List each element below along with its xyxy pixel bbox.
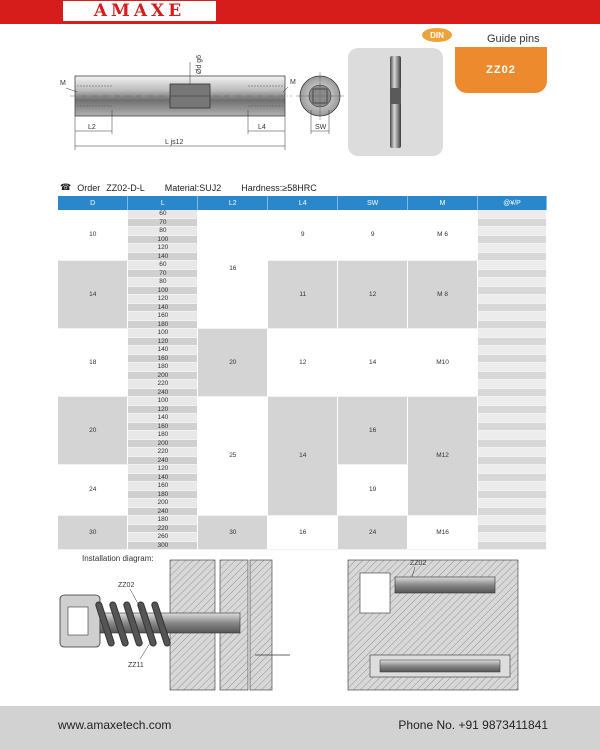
l4-dim-label: L4 (258, 124, 266, 131)
cell-m: M 8 (408, 261, 478, 329)
cell-sw: 12 (338, 261, 408, 329)
cell-sw: 14 (338, 329, 408, 397)
header-l4: L4 (268, 196, 338, 210)
cell-price (478, 278, 547, 287)
cell-l: 60 (128, 261, 198, 270)
cell-l4: 14 (268, 397, 338, 516)
cell-l: 180 (128, 516, 198, 525)
cell-price (478, 252, 547, 261)
cell-price (478, 354, 547, 363)
brand-logo-text: AMAXE (93, 1, 186, 21)
cell-price (478, 405, 547, 414)
cell-m: M10 (408, 329, 478, 397)
product-photo (348, 48, 443, 156)
cell-price (478, 431, 547, 440)
product-title: Guide pins (487, 33, 540, 45)
cell-l: 60 (128, 210, 198, 218)
din-badge: DIN (422, 28, 452, 42)
install-left-part-label: ZZ02 (118, 582, 135, 589)
header-m: M (408, 196, 478, 210)
cell-l: 80 (128, 278, 198, 287)
cell-l: 180 (128, 490, 198, 499)
cell-price (478, 312, 547, 321)
cell-price (478, 218, 547, 227)
cell-l: 140 (128, 252, 198, 261)
cell-l: 160 (128, 312, 198, 321)
header-l2: L2 (198, 196, 268, 210)
cell-price (478, 337, 547, 346)
cell-l: 100 (128, 286, 198, 295)
cell-d: 20 (58, 397, 128, 465)
cell-l: 120 (128, 295, 198, 304)
table-row (58, 397, 547, 406)
cell-price (478, 235, 547, 244)
cell-price (478, 320, 547, 329)
order-code: ZZ02-D-L (106, 182, 145, 193)
cell-sw: 16 (338, 397, 408, 465)
cell-price (478, 286, 547, 295)
cell-l2: 16 (198, 210, 268, 329)
cell-l: 240 (128, 507, 198, 516)
cell-price (478, 414, 547, 423)
cell-l: 160 (128, 354, 198, 363)
table-row (58, 261, 547, 270)
cell-price (478, 269, 547, 278)
cell-price (478, 388, 547, 397)
cell-l: 220 (128, 448, 198, 457)
cell-price (478, 329, 547, 338)
cell-l: 200 (128, 439, 198, 448)
guide-pin-drawing (0, 0, 600, 175)
cell-l: 180 (128, 363, 198, 372)
header-price: @¥/P (478, 196, 547, 210)
cell-l: 80 (128, 227, 198, 236)
cell-l: 140 (128, 414, 198, 423)
cell-l: 200 (128, 499, 198, 508)
cell-l: 160 (128, 482, 198, 491)
installation-diagrams (0, 555, 600, 705)
cell-d: 14 (58, 261, 128, 329)
cell-l4: 11 (268, 261, 338, 329)
cell-l: 120 (128, 405, 198, 414)
header-l: L (128, 196, 198, 210)
footer-phone[interactable]: Phone No. +91 9873411841 (398, 718, 548, 732)
cell-l: 300 (128, 541, 198, 550)
spec-table (58, 196, 547, 550)
install-diagram-left (60, 560, 290, 690)
cell-price (478, 533, 547, 542)
installation-label: Installation diagram: (82, 554, 154, 563)
cell-l: 240 (128, 456, 198, 465)
cell-l: 100 (128, 397, 198, 406)
cell-l2: 30 (198, 516, 268, 550)
cell-l4: 12 (268, 329, 338, 397)
cell-d: 18 (58, 329, 128, 397)
cell-price (478, 346, 547, 355)
cell-l: 120 (128, 465, 198, 474)
order-label: Order (77, 182, 101, 193)
cell-l: 70 (128, 269, 198, 278)
cell-price (478, 516, 547, 525)
install-spring-part-label: ZZ11 (128, 662, 144, 669)
cell-price (478, 439, 547, 448)
cell-price (478, 210, 547, 218)
cell-price (478, 499, 547, 508)
cell-price (478, 507, 547, 516)
cell-l: 100 (128, 329, 198, 338)
table-row (58, 210, 547, 218)
cell-price (478, 397, 547, 406)
cell-l: 120 (128, 337, 198, 346)
cell-l: 140 (128, 303, 198, 312)
install-right-part-label: ZZ02 (410, 560, 427, 567)
table-row (58, 516, 547, 525)
header-sw: SW (338, 196, 408, 210)
cell-price (478, 456, 547, 465)
cell-l: 140 (128, 473, 198, 482)
cell-price (478, 227, 547, 236)
cell-d: 30 (58, 516, 128, 550)
spec-table-header (58, 196, 547, 210)
cell-price (478, 422, 547, 431)
cell-price (478, 244, 547, 253)
pin-end-view (296, 72, 344, 134)
cell-l2: 25 (198, 397, 268, 516)
cell-price (478, 482, 547, 491)
cell-price (478, 363, 547, 372)
cell-price (478, 473, 547, 482)
cell-m: M16 (408, 516, 478, 550)
cell-l: 220 (128, 380, 198, 389)
phone-icon: ☎ (60, 182, 72, 192)
cell-l: 260 (128, 533, 198, 542)
cell-l2: 20 (198, 329, 268, 397)
cell-price (478, 490, 547, 499)
cell-price (478, 261, 547, 270)
cell-l: 240 (128, 388, 198, 397)
spec-table-body (58, 210, 547, 550)
cell-price (478, 541, 547, 550)
cell-l: 160 (128, 422, 198, 431)
cell-d: 24 (58, 465, 128, 516)
footer-website[interactable]: www.amaxetech.com (58, 718, 172, 732)
cell-l: 100 (128, 235, 198, 244)
cell-l: 70 (128, 218, 198, 227)
l2-dim-label: L2 (88, 124, 96, 131)
cell-l: 180 (128, 431, 198, 440)
thread-label-right: M (290, 79, 296, 86)
cell-l: 180 (128, 320, 198, 329)
diameter-label: Ød g6 (196, 54, 203, 74)
guide-pin-photo (348, 48, 443, 156)
cell-m: M 6 (408, 210, 478, 261)
cell-price (478, 448, 547, 457)
cell-price (478, 295, 547, 304)
hardness-spec: Hardness:≥58HRC (241, 182, 317, 193)
order-info-line (60, 182, 317, 193)
cell-l: 220 (128, 524, 198, 533)
cell-price (478, 303, 547, 312)
table-row (58, 329, 547, 338)
cell-d: 10 (58, 210, 128, 261)
cell-price (478, 465, 547, 474)
cell-price (478, 524, 547, 533)
install-diagram-right (348, 560, 518, 690)
cell-l: 140 (128, 346, 198, 355)
cell-l4: 16 (268, 516, 338, 550)
pin-side-view (60, 55, 296, 150)
material-spec: Material:SUJ2 (164, 182, 222, 193)
cell-sw: 24 (338, 516, 408, 550)
cell-price (478, 380, 547, 389)
product-code-tab: ZZ02 (455, 47, 547, 93)
cell-l4: 9 (268, 210, 338, 261)
thread-label-left: M (60, 80, 66, 87)
cell-m: M12 (408, 397, 478, 516)
cell-l: 200 (128, 371, 198, 380)
cell-sw: 9 (338, 210, 408, 261)
cell-price (478, 371, 547, 380)
sw-dim-label: SW (315, 124, 327, 131)
cell-l: 120 (128, 244, 198, 253)
cell-sw: 19 (338, 465, 408, 516)
length-dim-label: L js12 (165, 139, 184, 146)
header-d: D (58, 196, 128, 210)
